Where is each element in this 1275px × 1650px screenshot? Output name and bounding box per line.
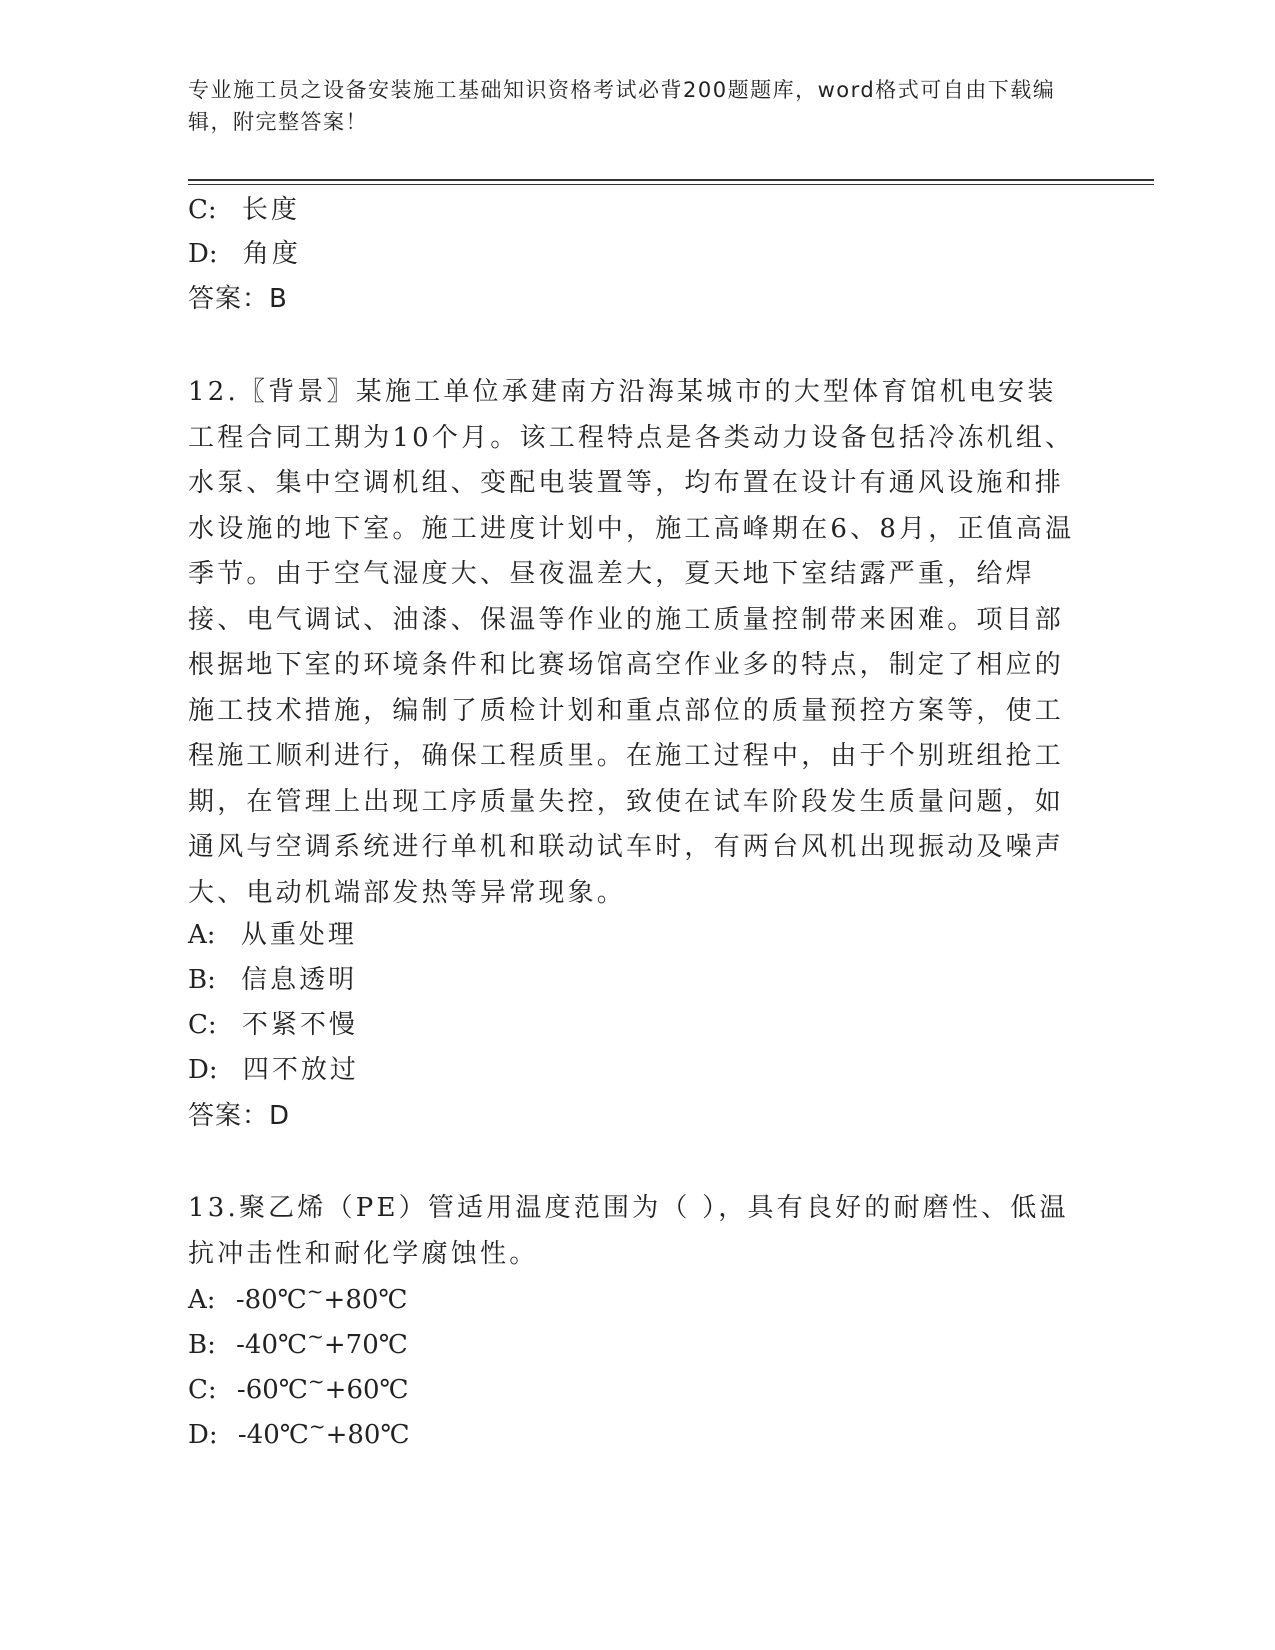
q12-option-d (188, 1048, 359, 1093)
option-label: C: (188, 1375, 217, 1405)
header-divider-thick (188, 179, 1154, 181)
q12-question-text: 12.〖背景〗某施工单位承建南方沿海某城市的大型体育馆机电安装工程合同工期为10个月。该工程特点是各类动力设备包括冷冻机组、水泵、集中空调机组、变配电装置等，均布置在设计有通风设施和排水设施的地下室。施工进度计划中，施工高峰期在6、8月，正值高温季节。由于空气湿度大、昼夜温差大，夏天地下室结露严重，给焊接、电气调试、油漆、保温等作业的施工质量控制带来困难。项目部根据地下室的环境条件和比赛场馆高空作业多的特点，制定了相应的施工技术措施，编制了质检计划和重点部位的质量预控方案等，使工程施工顺利进行，确保工程质里。在施工过程中，由于个别班组抢工期，在管理上出现工序质量失控，致使在试车阶段发生质量问题，如通风与空调系统进行单机和联动试车时，有两台风机出现振动及噪声大、电动机端部发热等异常现象。 (188, 377, 1075, 908)
option-label: A: (188, 1285, 216, 1315)
tilde: ~ (307, 1369, 325, 1393)
q13-option-b (188, 1323, 408, 1369)
q13-option-a (188, 1278, 408, 1324)
q12-answer: 答案：D (188, 1101, 291, 1131)
range-to: +70℃ (323, 1330, 408, 1360)
option-label: D: (188, 239, 218, 269)
option-label: B: (188, 1330, 216, 1360)
option-label: C: (188, 1010, 217, 1040)
range-to: +60℃ (324, 1375, 409, 1405)
tilde: ~ (306, 1279, 324, 1303)
tilde: ~ (307, 1324, 324, 1348)
option-text: 四不放过 (242, 1055, 359, 1085)
option-label: D: (188, 1055, 218, 1085)
q12-option-a (188, 913, 357, 958)
option-label: C: (188, 195, 217, 225)
option-label: B: (188, 965, 216, 995)
option-text: 角度 (242, 239, 301, 269)
q13-option-c (188, 1368, 409, 1414)
range-to: +80℃ (325, 1420, 410, 1450)
tilde: ~ (308, 1414, 326, 1438)
q13-question-text: 13.聚乙烯（PE）管适用温度范围为（ ），具有良好的耐磨性、低温抗冲击性和耐化学腐蚀性。 (188, 1193, 1069, 1269)
q13-option-d (188, 1413, 410, 1459)
q11-option-c (188, 188, 300, 233)
option-text: 从重处理 (240, 920, 357, 950)
option-label: D: (188, 1420, 218, 1450)
page-header: 专业施工员之设备安装施工基础知识资格考试必背200题题库，word格式可自由下载编辑，附完整答案！ (188, 78, 1056, 134)
range-from: -60℃ (236, 1375, 308, 1405)
q12-option-b (188, 958, 357, 1003)
option-text: 不紧不慢 (241, 1010, 358, 1040)
range-from: -80℃ (235, 1285, 307, 1315)
option-label: A: (188, 920, 216, 950)
option-text: 信息透明 (241, 965, 358, 995)
range-from: -40℃ (236, 1330, 308, 1360)
range-from: -40℃ (237, 1420, 309, 1450)
range-to: +80℃ (323, 1285, 408, 1315)
q12-option-c (188, 1003, 358, 1048)
header-divider-thin (188, 184, 1154, 185)
option-text: 长度 (241, 195, 300, 225)
q11-option-d (188, 232, 301, 277)
q11-answer: 答案：B (188, 284, 288, 314)
